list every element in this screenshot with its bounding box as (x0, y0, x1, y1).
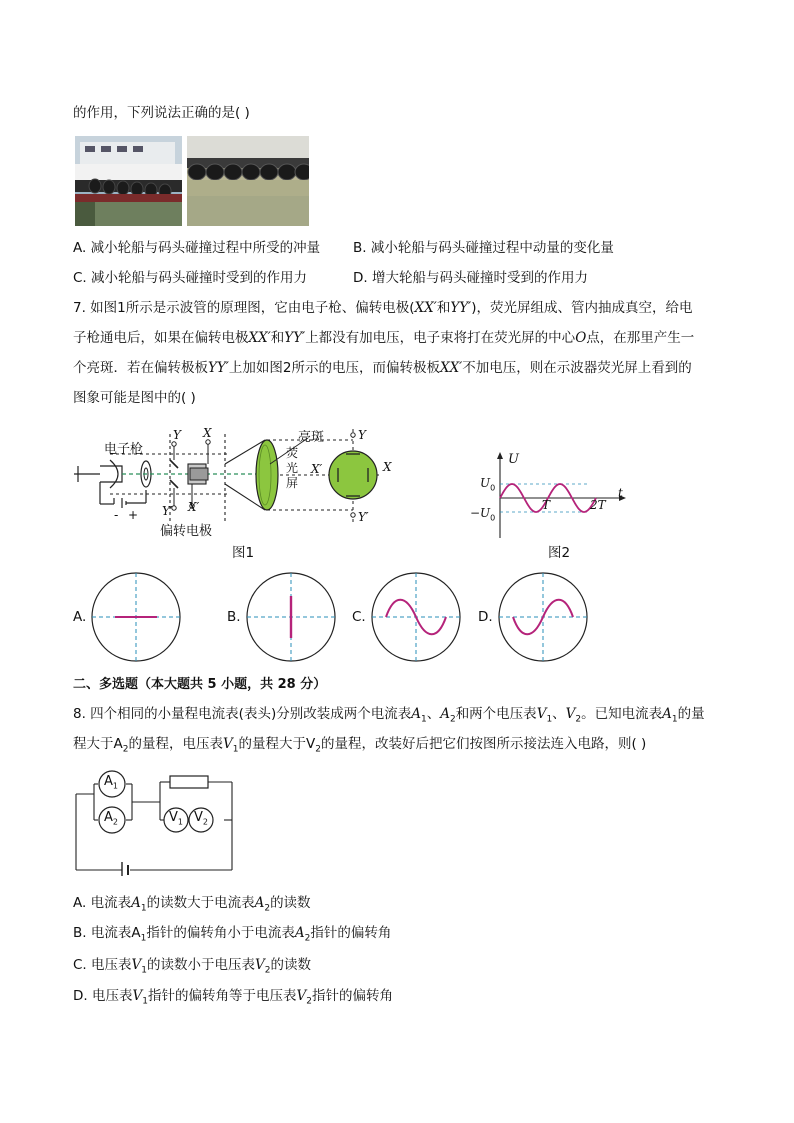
label-screen: 荧 光 屏 (286, 446, 299, 490)
q7-choice-b-label[interactable]: B. (227, 609, 241, 625)
q6-option-b[interactable]: B. 减小轮船与码头碰撞过程中动量的变化量 (353, 240, 614, 256)
q8-option-d[interactable]: D. 电压表$V_1$指针的偏转角等于电压表$V_2$指针的偏转角 (73, 988, 393, 1007)
figure-2-voltage-graph (470, 450, 630, 544)
label-t-period: T (542, 498, 551, 512)
q7-stem-line4: 图象可能是图中的( ) (73, 390, 196, 406)
figure-2-caption: 图2 (548, 545, 571, 561)
q7-choice-a-screen[interactable] (89, 570, 183, 668)
q6-option-a[interactable]: A. 减小轮船与码头碰撞过程中所受的冲量 (73, 240, 321, 256)
q7-choice-a-label[interactable]: A. (73, 609, 87, 625)
label-xp-face: X′ (311, 462, 323, 476)
q8-stem-line1: 8. 四个相同的小量程电流表(表头)分别改装成两个电流表$A_1$、$A_2$和两个电压表$V_1$、$V_2$。已知电流表$A_1$的量 (73, 706, 705, 725)
label-y-face: Y (358, 428, 366, 442)
q8-option-c[interactable]: C. 电压表$V_1$的读数小于电压表$V_2$的读数 (73, 957, 311, 976)
label-2t-period: 2T (590, 498, 606, 512)
voltmeter-v1-label: $V_1$ (169, 810, 183, 827)
figure-1-oscilloscope (70, 424, 410, 558)
label-xp-plate: X′ (188, 500, 200, 514)
section-2-title: 二、多选题（本大题共 5 小题，共 28 分） (73, 677, 327, 692)
q7-choice-d-label[interactable]: D. (478, 609, 493, 625)
q7-stem-line2: 子枪通电后，如果在偏转电极XX′和YY′上都没有加电压，电子束将打在荧光屏的中心O点，在那里产生一 (73, 330, 695, 346)
q7-stem-line1: 7. 如图1所示是示波管的原理图，它由电子枪、偏转电极(XX′和YY′)，荧光屏组成、管内抽成真空，给电 (73, 300, 693, 316)
label-t-axis: t (618, 486, 623, 500)
label-x-face: X (383, 460, 392, 474)
q7-choice-c-screen[interactable] (369, 570, 463, 668)
ship-photo-left (75, 136, 182, 226)
label-deflection-electrodes: 偏转电极 (160, 524, 213, 539)
figure-1-caption: 图1 (232, 545, 255, 561)
q8-option-b[interactable]: B. 电流表$A_1$指针的偏转角小于电流表$A_2$指针的偏转角 (73, 925, 392, 944)
q8-stem-line2: 程大于$A_2$的量程，电压表$V_1$的量程大于$V_2$的量程，改装好后把它们按图所示接法连入电路，则( ) (73, 736, 647, 755)
voltmeter-v2-label: $V_2$ (194, 810, 208, 827)
label-neg-u0: $-U_0$ (470, 506, 496, 523)
q7-stem-line3: 个亮斑．若在偏转极板YY′上加如图2所示的电压，而偏转极板XX′不加电压，则在示波器荧光屏上看到的 (73, 360, 692, 376)
label-plus: + (128, 508, 139, 522)
label-u-axis: U (508, 452, 519, 467)
q7-choice-c-label[interactable]: C. (352, 609, 366, 625)
q8-option-a[interactable]: A. 电流表$A_1$的读数大于电流表$A_2$的读数 (73, 895, 311, 914)
label-electron-gun: 电子枪 (104, 442, 144, 457)
q6-stem-tail: 的作用，下列说法正确的是( ) (73, 105, 250, 121)
label-y-plate: Y (173, 428, 181, 442)
label-bright-spot: 亮斑 (298, 430, 325, 445)
q7-choice-b-screen[interactable] (244, 570, 338, 668)
q6-option-c[interactable]: C. 减小轮船与码头碰撞时受到的作用力 (73, 270, 308, 286)
ship-photo-right (187, 136, 309, 226)
label-minus: - (114, 508, 119, 522)
ammeter-a1-label: $A_1$ (104, 774, 118, 791)
label-u0: $U_0$ (480, 476, 496, 493)
label-yp-plate: Y′ (162, 504, 173, 518)
ammeter-a2-label: $A_2$ (104, 810, 118, 827)
q6-option-d[interactable]: D. 增大轮船与码头碰撞时受到的作用力 (353, 270, 588, 286)
label-yp-face: Y′ (358, 510, 369, 524)
q8-circuit-diagram (72, 764, 242, 880)
label-x-plate: X (203, 426, 212, 440)
q7-choice-d-screen[interactable] (496, 570, 590, 668)
